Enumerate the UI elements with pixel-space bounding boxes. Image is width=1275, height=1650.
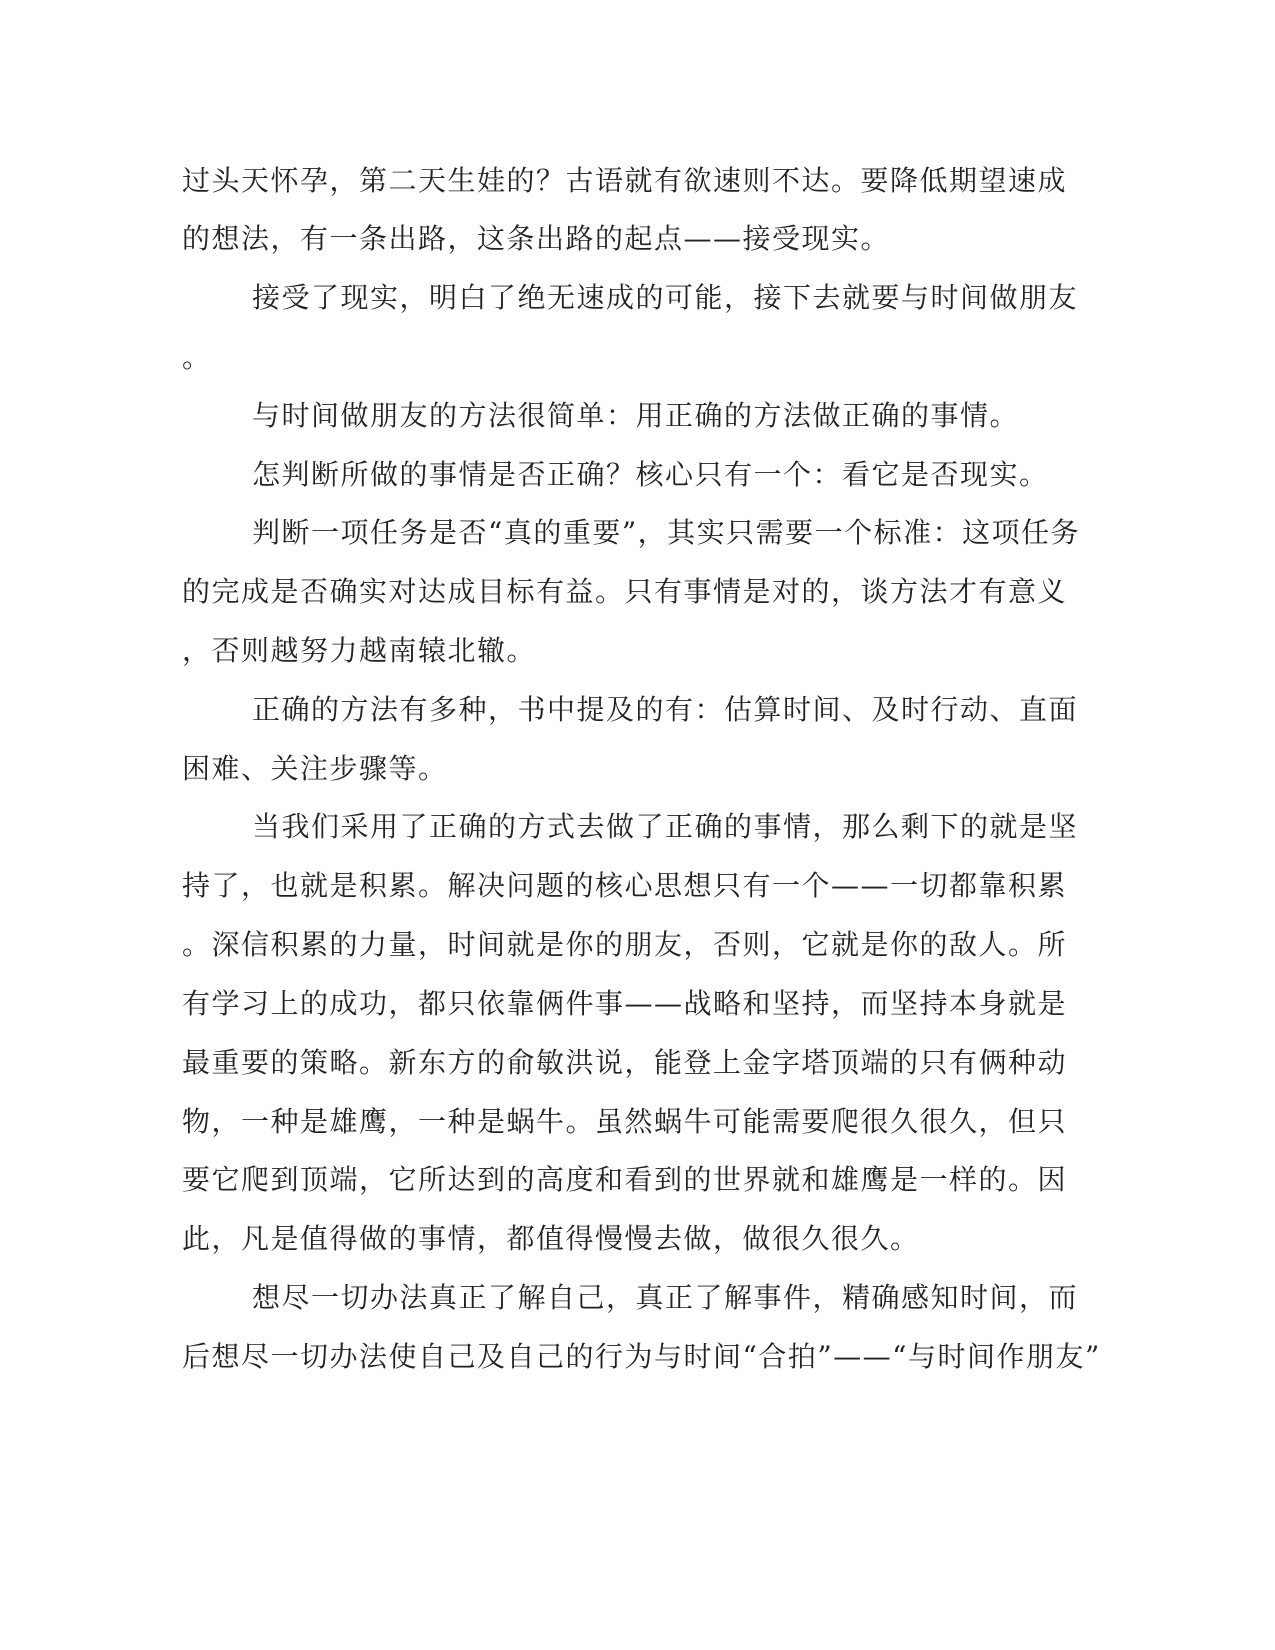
text-line: ，否则越努力越南辕北辙。 <box>182 634 537 667</box>
text-line: 此，凡是值得做的事情，都值得慢慢去做，做很久很久。 <box>182 1222 920 1255</box>
text-line: 判断一项任务是否“真的重要”，其实只需要一个标准：这项任务 <box>252 516 1081 549</box>
text-line: 最重要的策略。新东方的俞敏洪说，能登上金字塔顶端的只有俩种动 <box>182 1046 1068 1079</box>
text-line: 与时间做朋友的方法很简单：用正确的方法做正确的事情。 <box>252 399 1020 432</box>
text-line: 。深信积累的力量，时间就是你的朋友，否则，它就是你的敌人。所 <box>182 928 1068 961</box>
text-line: 当我们采用了正确的方式去做了正确的事情，那么剩下的就是坚 <box>252 810 1079 843</box>
text-line: 正确的方法有多种，书中提及的有：估算时间、及时行动、直面 <box>252 693 1079 726</box>
text-line: 有学习上的成功，都只依靠俩件事——战略和坚持，而坚持本身就是 <box>182 987 1068 1020</box>
text-line: 后想尽一切办法使自己及自己的行为与时间“合拍”——“与时间作朋友” <box>182 1340 1101 1373</box>
text-line: 持了，也就是积累。解决问题的核心思想只有一个——一切都靠积累 <box>182 869 1068 902</box>
text-line: 接受了现实，明白了绝无速成的可能，接下去就要与时间做朋友 <box>252 281 1079 314</box>
text-line: 的完成是否确实对达成目标有益。只有事情是对的，谈方法才有意义 <box>182 575 1068 608</box>
text-line: 物，一种是雄鹰，一种是蜗牛。虽然蜗牛可能需要爬很久很久，但只 <box>182 1105 1068 1138</box>
text-line: 怎判断所做的事情是否正确？核心只有一个：看它是否现实。 <box>252 458 1049 491</box>
text-line: 过头天怀孕，第二天生娃的？古语就有欲速则不达。要降低期望速成 <box>182 164 1068 197</box>
text-line: 的想法，有一条出路，这条出路的起点——接受现实。 <box>182 222 891 255</box>
text-line: 想尽一切办法真正了解自己，真正了解事件，精确感知时间，而 <box>252 1281 1079 1314</box>
text-line: 要它爬到顶端，它所达到的高度和看到的世界就和雄鹰是一样的。因 <box>182 1163 1068 1196</box>
text-line: 。 <box>182 341 212 374</box>
text-line: 困难、关注步骤等。 <box>182 752 448 785</box>
